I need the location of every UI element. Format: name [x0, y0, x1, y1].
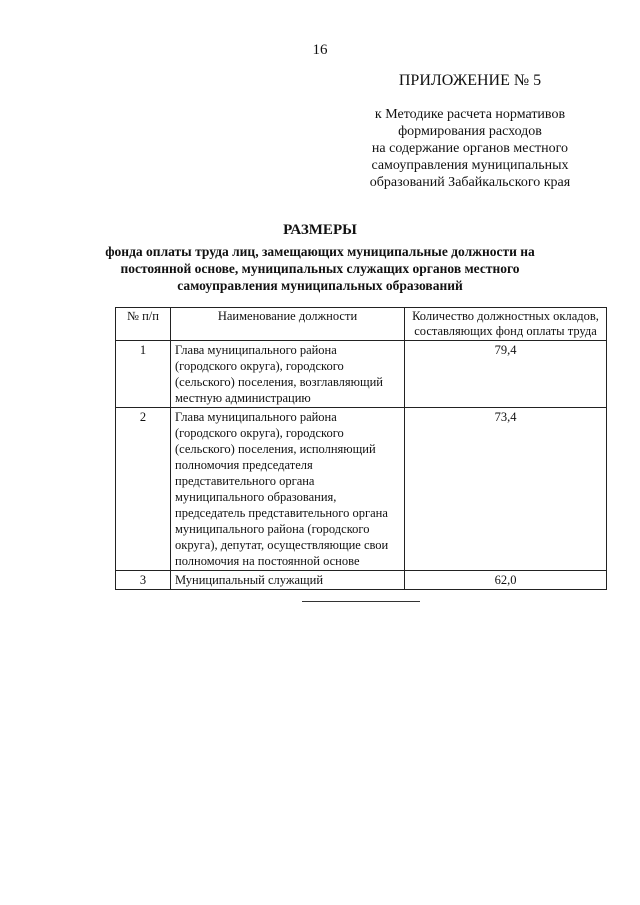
row-name	[171, 408, 405, 571]
appendix-block	[350, 72, 590, 191]
row-name-line: муниципального района (городского	[175, 522, 370, 536]
row-name-line: полномочия председателя	[175, 458, 313, 472]
appendix-line: формирования расходов	[398, 124, 542, 139]
table-row	[116, 571, 607, 590]
table-row	[116, 408, 607, 571]
row-num: 1	[116, 341, 171, 408]
row-name-line: представительного органа	[175, 474, 315, 488]
end-divider	[302, 601, 420, 602]
heading-line: самоуправления муниципальных образований	[177, 278, 463, 293]
appendix-line: на содержание органов местного	[371, 141, 569, 156]
heading-line: фонда оплаты труда лиц, замещающих муниципальные должности на	[105, 244, 535, 259]
row-num: 2	[116, 408, 171, 571]
header-qty-line: составляющих фонд оплаты труда	[414, 324, 597, 338]
row-name-line: округа), депутат, осуществляющие свои	[175, 538, 389, 552]
row-qty: 73,4	[405, 408, 607, 571]
row-name-line: муниципального образования,	[175, 490, 337, 504]
document-heading	[100, 222, 540, 294]
table-header-row	[116, 308, 607, 341]
row-name-line: (городского округа), городского	[175, 426, 344, 440]
row-name-line: (сельского) поселения, возглавляющий	[175, 375, 383, 389]
row-name-line: местную администрацию	[175, 391, 311, 405]
row-name-line: Глава муниципального района	[175, 410, 337, 424]
table-row	[116, 341, 607, 408]
row-name-line: полномочия на постоянной основе	[175, 554, 360, 568]
page-number: 16	[312, 42, 328, 58]
row-name-line: председатель представительного органа	[175, 506, 388, 520]
heading-line: постоянной основе, муниципальных служащих органов местного	[120, 261, 520, 276]
header-name: Наименование должности	[171, 308, 405, 341]
row-name	[171, 341, 405, 408]
row-name-line: Глава муниципального района	[175, 343, 337, 357]
appendix-title: ПРИЛОЖЕНИЕ № 5	[398, 72, 542, 89]
row-qty: 62,0	[405, 571, 607, 590]
salary-fund-table	[115, 307, 607, 590]
row-name-line: (городского округа), городского	[175, 359, 344, 373]
row-num: 3	[116, 571, 171, 590]
row-name-line: Муниципальный служащий	[175, 573, 324, 587]
row-qty: 79,4	[405, 341, 607, 408]
row-name-line: (сельского) поселения, исполняющий	[175, 442, 376, 456]
appendix-line: к Методике расчета нормативов	[374, 107, 566, 122]
appendix-line: самоуправления муниципальных	[371, 158, 569, 173]
heading-title: РАЗМЕРЫ	[283, 222, 357, 238]
appendix-line: образований Забайкальского края	[369, 175, 571, 190]
header-qty	[405, 308, 607, 341]
row-name	[171, 571, 405, 590]
header-qty-line: Количество должностных окладов,	[412, 309, 599, 323]
header-num: № п/п	[116, 308, 171, 341]
